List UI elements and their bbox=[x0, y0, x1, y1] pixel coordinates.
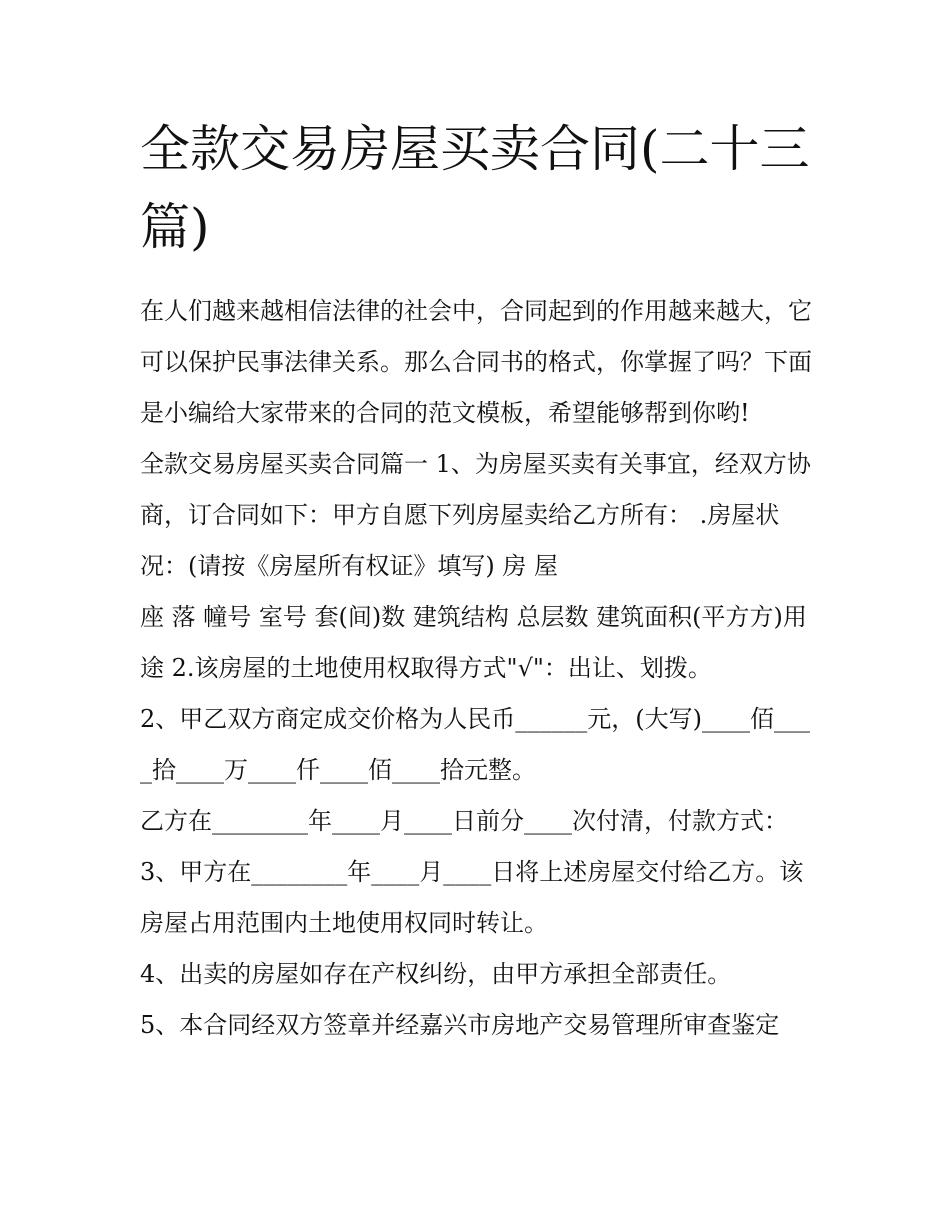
clause-paragraph-1: 全款交易房屋买卖合同篇一 1、为房屋买卖有关事宜，经双方协商，订合同如下：甲方自愿下列房屋卖给乙方所有： .房屋状况：(请按《房屋所有权证》填写) 房 屋 bbox=[140, 450, 811, 580]
document-body bbox=[140, 110, 812, 1051]
document-title: 全款交易房屋买卖合同(二十三篇) bbox=[140, 120, 810, 256]
clause-paragraph-6: 4、出卖的房屋如存在产权纠纷，由甲方承担全部责任。 bbox=[140, 960, 732, 988]
clause-paragraph-3: 2、甲乙双方商定成交价格为人民币______元，(大写)____佰____拾____万____仟____佰____拾元整。 bbox=[140, 705, 810, 784]
intro-paragraph: 在人们越来越相信法律的社会中，合同起到的作用越来越大，它可以保护民事法律关系。那么合同书的格式，你掌握了吗？下面是小编给大家带来的合同的范文模板，希望能够帮到你哟! bbox=[140, 297, 812, 427]
clause-paragraph-4: 乙方在________年____月____日前分____次付清，付款方式： bbox=[140, 807, 788, 835]
clause-paragraph-7: 5、本合同经双方签章并经嘉兴市房地产交易管理所审查鉴定 bbox=[140, 1011, 780, 1039]
clause-paragraph-2: 座 落 幢号 室号 套(间)数 建筑结构 总层数 建筑面积(平方方)用途 2.该房屋的土地使用权取得方式"√"：出让、划拨。 bbox=[140, 603, 807, 682]
clause-paragraph-5: 3、甲方在________年____月____日将上述房屋交付给乙方。该房屋占用范围内土地使用权同时转让。 bbox=[140, 858, 804, 937]
